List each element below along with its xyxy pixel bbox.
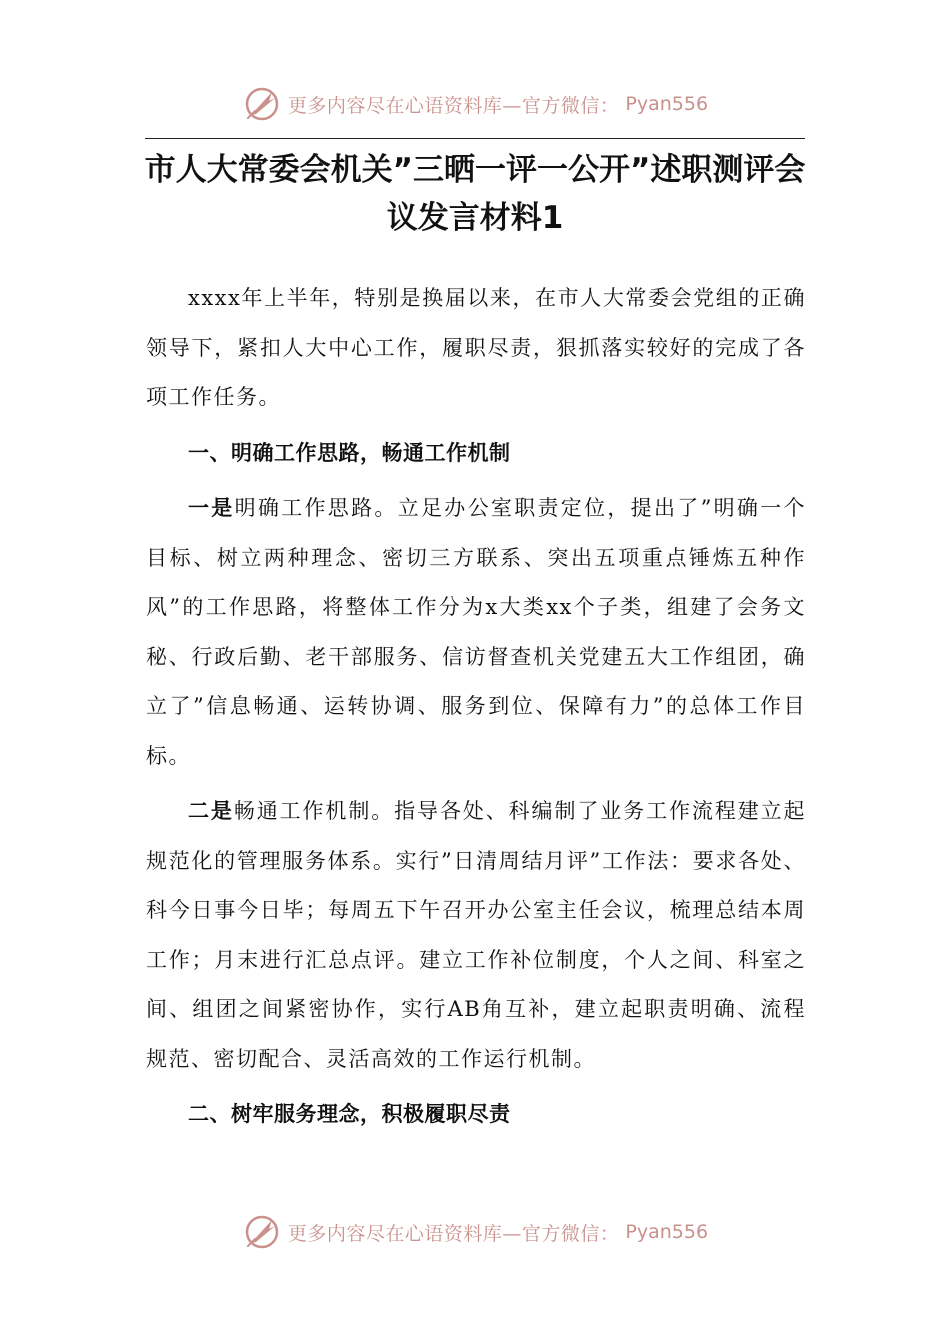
- footer-watermark: [0, 1210, 950, 1254]
- intro-paragraph: xxxx年上半年，特别是换届以来，在市人大常委会党组的正确领导下，紧扣人大中心工作，履职尽责，狠抓落实较好的完成了各项工作任务。: [146, 286, 806, 409]
- item-1-lead: 一是: [188, 496, 235, 520]
- quill-pen-icon: [242, 1212, 282, 1252]
- item-1-paragraph: [146, 484, 806, 781]
- item-1-text: 明确工作思路。立足办公室职责定位，提出了”明确一个目标、树立两种理念、密切三方联系、突出五项重点锤炼五种作风”的工作思路，将整体工作分为x大类xx个子类，组建了会务文秘、行政后勤、老干部服务、信访督查机关党建五大工作组团，确立了”信息畅通、运转协调、服务到位、保障有力”的总体工作目标。: [146, 496, 807, 768]
- item-2-paragraph: [146, 787, 806, 1084]
- quill-pen-icon: [242, 84, 282, 124]
- watermark-account: Pyan556: [625, 1221, 709, 1243]
- header-divider: [145, 138, 805, 139]
- item-2-lead: 二是: [188, 799, 234, 823]
- document-title: 市人大常委会机关”三晒一评一公开”述职测评会议发言材料1: [144, 152, 806, 236]
- document-body: [146, 274, 806, 1146]
- watermark-text: 更多内容尽在心语资料库—官方微信：: [287, 94, 620, 117]
- section-2-heading: 二、树牢服务理念，积极履职尽责: [188, 1102, 511, 1126]
- item-2-text: 畅通工作机制。指导各处、科编制了业务工作流程建立起规范化的管理服务体系。实行”日清周结月评”工作法：要求各处、科今日事今日毕；每周五下午召开办公室主任会议，梳理总结本周工作；月末进行汇总点评。建立工作补位制度，个人之间、科室之间、组团之间紧密协作，实行AB角互补，建立起职责明确、流程规范、密切配合、灵活高效的工作运行机制。: [146, 799, 807, 1071]
- section-1-heading: 一、明确工作思路，畅通工作机制: [188, 440, 511, 465]
- watermark-account: Pyan556: [625, 93, 709, 115]
- header-watermark: [0, 82, 950, 126]
- watermark-text: 更多内容尽在心语资料库—官方微信：: [287, 1222, 620, 1245]
